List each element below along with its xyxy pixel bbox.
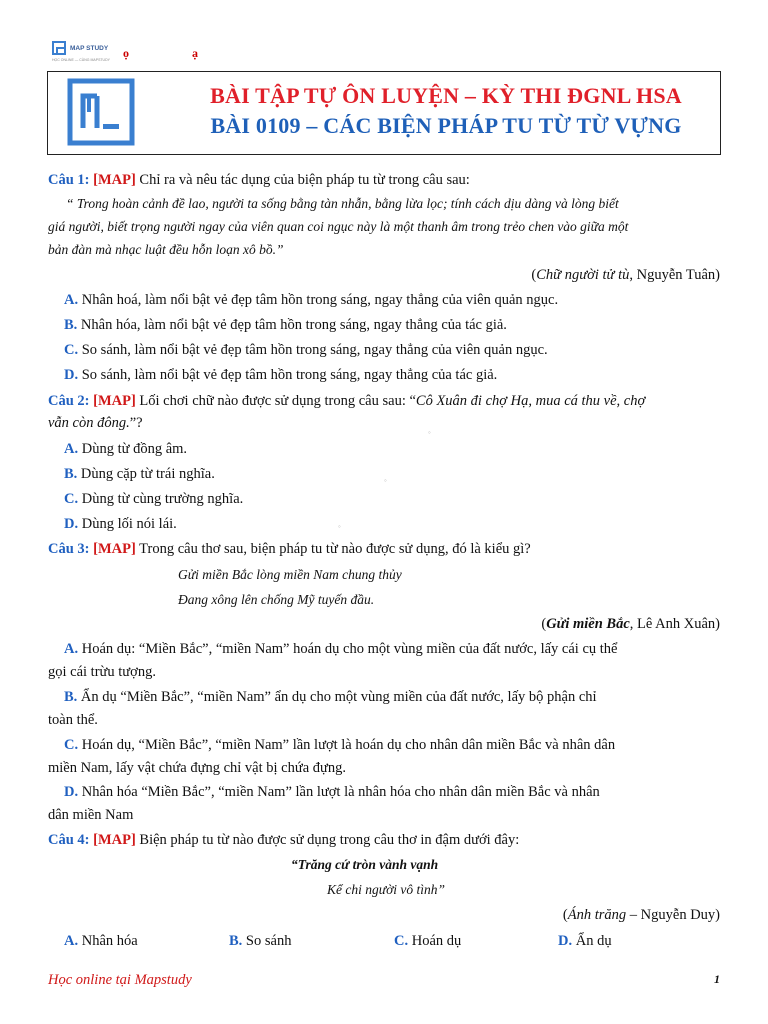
header-glyph-2: ạ xyxy=(192,46,198,60)
question-3-stem: Câu 3: [MAP] Trong câu thơ sau, biện pháp tu từ nào được sử dụng, đó là kiểu gì? xyxy=(48,541,531,557)
answer-option[interactable]: B. Dùng cặp từ trái nghĩa. xyxy=(64,466,215,482)
answer-option[interactable]: C. So sánh, làm nổi bật vẻ đẹp tâm hồn trong sáng, ngay thẳng của viên quản ngục. xyxy=(64,342,548,358)
watermark-mark: ◦ xyxy=(334,523,345,530)
quote-line: bản đàn mà nhạc luật đều hỗn loạn xô bồ.” xyxy=(48,242,284,257)
answer-option[interactable]: C. Dùng từ cùng trường nghĩa. xyxy=(64,491,244,507)
source-work: Chữ người tử tù xyxy=(536,267,630,283)
question-number: Câu 1: xyxy=(48,172,90,188)
footer-text: Học online tại Mapstudy xyxy=(48,972,192,988)
answer-option[interactable]: C. Hoán dụ xyxy=(394,933,462,949)
answer-option[interactable]: D. Nhân hóa “Miền Bắc”, “miền Nam” lần lượt là nhân hóa cho nhân dân miền Bắc và nhân xyxy=(64,784,600,800)
mapstudy-m-logo-icon xyxy=(67,78,135,146)
mapstudy-logo xyxy=(52,41,110,62)
question-text: Chỉ ra và nêu tác dụng của biện pháp tu từ trong câu sau: xyxy=(135,172,470,188)
watermark-mark: ◦ xyxy=(424,429,435,436)
answer-option[interactable]: A. Nhân hoá, làm nổi bật vẻ đẹp tâm hồn trong sáng, ngay thẳng của viên quản ngục. xyxy=(64,292,559,308)
logo-text: MAP STUDY xyxy=(70,44,109,52)
question-2-stem: Câu 2: [MAP] Lối chơi chữ nào được sử dụng trong câu sau: “Cô Xuân đi chợ Hạ, mua cá thu về, chợ xyxy=(48,393,646,409)
verse-line: Đang xông lên chống Mỹ tuyến đầu. xyxy=(178,592,375,607)
document-subtitle: BÀI 0109 – CÁC BIỆN PHÁP TU TỪ TỪ VỰNG xyxy=(210,113,682,138)
logo-subtext: HỌC ONLINE — CÙNG MAPSTUDY xyxy=(52,58,110,62)
answer-option[interactable]: A. Nhân hóa xyxy=(64,933,138,949)
answer-option[interactable]: D. So sánh, làm nổi bật vẻ đẹp tâm hồn trong sáng, ngay thẳng của tác giả. xyxy=(64,367,498,383)
source-author: , Nguyễn Tuân) xyxy=(629,267,720,283)
quote-line: “ Trong hoàn cảnh đề lao, người ta sống bằng tàn nhẫn, bằng lừa lọc; tính cách dịu dàng và lòng biết xyxy=(66,196,619,211)
answer-option[interactable]: D. Dùng lối nói lái. xyxy=(64,516,177,532)
answer-option[interactable]: D. Ẩn dụ xyxy=(558,933,612,949)
answer-option-cont: dân miền Nam xyxy=(48,807,134,823)
verse-source: (Gửi miền Bắc, Lê Anh Xuân) xyxy=(541,616,720,632)
answer-option-cont: gọi cái trừu tượng. xyxy=(48,664,156,680)
quote-source: (Chữ người tử tù, Nguyễn Tuân) xyxy=(531,267,720,283)
watermark-mark: ◦ xyxy=(380,477,391,484)
document-title: BÀI TẬP TỰ ÔN LUYỆN – KỲ THI ĐGNL HSA xyxy=(210,83,682,108)
map-tag: [MAP] xyxy=(93,172,136,188)
answer-option[interactable]: A. Dùng từ đồng âm. xyxy=(64,441,188,457)
answer-option[interactable]: C. Hoán dụ, “Miền Bắc”, “miền Nam” lần lượt là hoán dụ cho nhân dân miền Bắc và nhân dân xyxy=(64,737,616,753)
verse-line: Kể chi người vô tình” xyxy=(327,882,446,897)
verse-line: Gửi miền Bắc lòng miền Nam chung thủy xyxy=(178,567,402,582)
question-4-stem: Câu 4: [MAP] Biện pháp tu từ nào được sử dụng trong câu thơ in đậm dưới đây: xyxy=(48,832,520,848)
page-number: 1 xyxy=(714,972,720,986)
verse-line-bold: “Trăng cứ tròn vành vạnh xyxy=(291,857,439,872)
answer-option[interactable]: B. Nhân hóa, làm nổi bật vẻ đẹp tâm hồn trong sáng, ngay thẳng của tác giả. xyxy=(64,317,507,333)
answer-option[interactable]: A. Hoán dụ: “Miền Bắc”, “miền Nam” hoán dụ cho một vùng miền của đất nước, lấy cái cụ thể xyxy=(64,641,618,657)
answer-option-cont: miền Nam, lấy vật chứa đựng chỉ vật bị chứa đựng. xyxy=(48,760,346,776)
answer-option-cont: toàn thể. xyxy=(48,712,98,728)
question-2-stem-cont: vẫn còn đông.”? xyxy=(48,415,143,431)
answer-option[interactable]: B. So sánh xyxy=(229,933,292,949)
answer-option[interactable]: B. Ẩn dụ “Miền Bắc”, “miền Nam” ẩn dụ cho một vùng miền của đất nước, lấy bộ phận chỉ xyxy=(64,689,597,705)
quote-line: giá người, biết trọng người ngay của viên quan coi ngục này là một thanh âm trong trẻo chen vào giữa một xyxy=(48,219,629,234)
logo-mark-icon xyxy=(52,41,66,55)
question-1-stem xyxy=(48,171,470,189)
verse-source: (Ánh trăng – Nguyễn Duy) xyxy=(562,907,720,923)
title-box xyxy=(47,71,721,155)
header-glyph-1: ọ xyxy=(123,46,129,60)
